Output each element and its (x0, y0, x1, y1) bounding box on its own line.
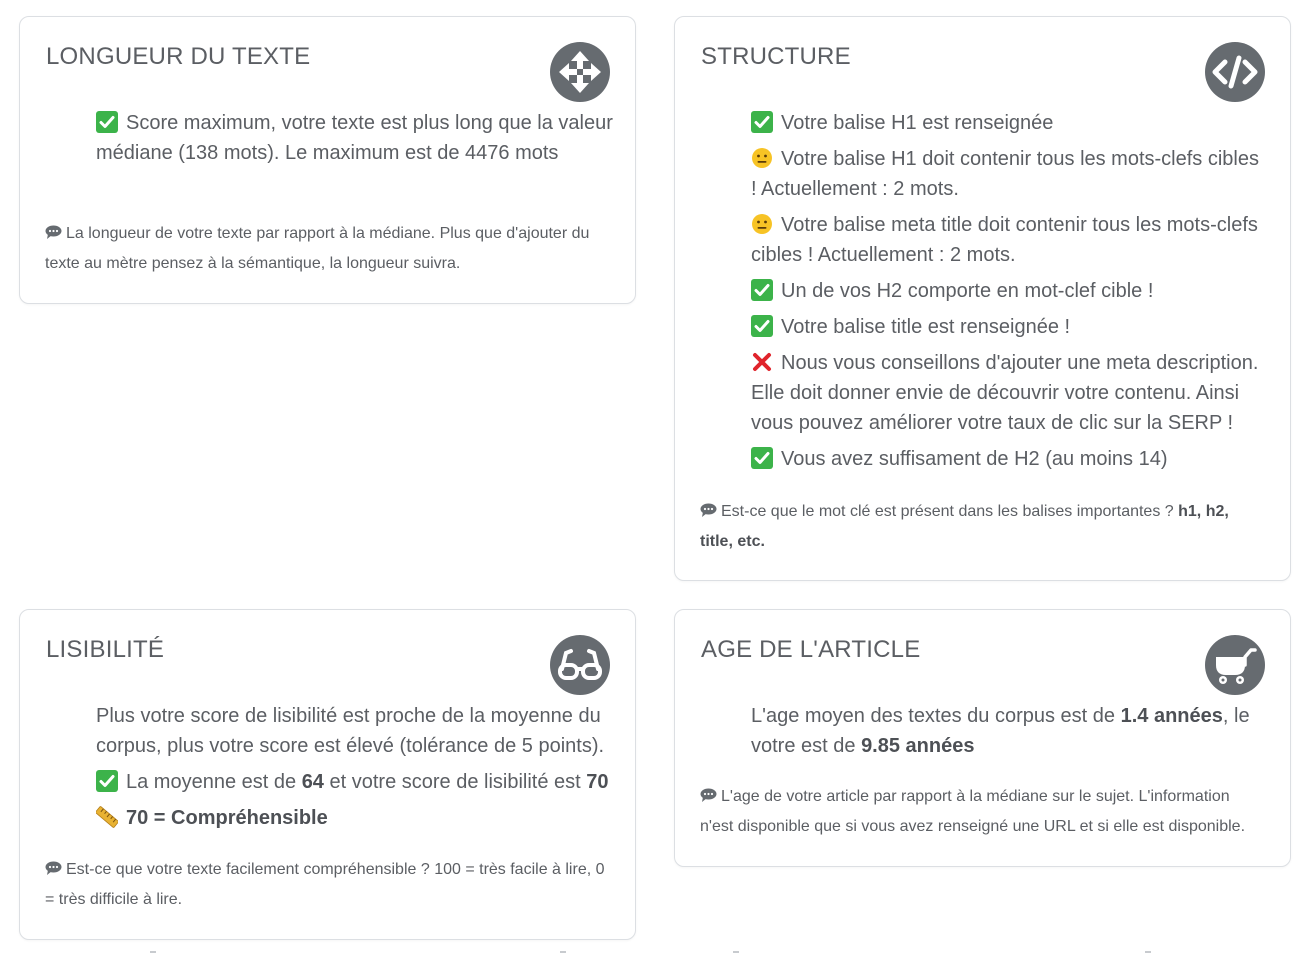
list-item (751, 701, 1270, 761)
divider (560, 951, 566, 953)
age-middle: , le votre est de (751, 705, 1250, 757)
readability-intro: Plus votre score de lisibilité est proche de la moyenne du corpus, plus votre score est élevé (tolérance de 5 points). (96, 705, 605, 757)
card-note (45, 219, 607, 279)
list-item (96, 108, 615, 168)
item-text: Score maximum, votre texte est plus long que la valeur médiane (138 mots). Le maximum est de 4476 mots (96, 112, 613, 164)
check-icon (751, 279, 775, 301)
list-item (751, 444, 1270, 474)
neutral-face-icon (751, 147, 775, 169)
cross-icon (751, 351, 775, 373)
card-note (700, 497, 1262, 557)
list-item (751, 276, 1270, 306)
avg-prefix: La moyenne est de (126, 771, 302, 793)
note-bold: h1, h2, title, etc. (700, 503, 1229, 550)
check-icon (96, 770, 120, 792)
speech-bubble-icon (700, 503, 717, 517)
readability-level: 70 = Compréhensible (126, 807, 328, 829)
speech-bubble-icon (700, 788, 717, 802)
glasses-icon (550, 635, 610, 695)
speech-bubble-icon (45, 225, 62, 239)
neutral-face-icon (751, 213, 775, 235)
card-text-length (19, 16, 636, 304)
list-item (751, 348, 1270, 438)
card-readability (19, 609, 636, 940)
card-title: LONGUEUR DU TEXTE (46, 43, 311, 70)
baby-carriage-icon (1205, 635, 1265, 695)
note-text: Est-ce que le mot clé est présent dans les balises importantes ? (721, 503, 1179, 520)
code-icon (1205, 42, 1265, 102)
list-item (751, 108, 1270, 138)
item-text: Votre balise title est renseignée ! (781, 316, 1071, 338)
item-text: Un de vos H2 comporte en mot-clef cible ! (781, 280, 1154, 302)
check-icon (751, 315, 775, 337)
item-text: Nous vous conseillons d'ajouter une meta description. Elle doit donner envie de découvrir votre contenu. Ainsi vous pouvez améliorer votre taux de clic sur la SERP ! (751, 352, 1259, 434)
divider (150, 951, 156, 953)
card-note (700, 782, 1262, 842)
list-item (751, 144, 1270, 204)
divider (733, 951, 739, 953)
age-prefix: L'age moyen des textes du corpus est de (751, 705, 1121, 727)
card-title: STRUCTURE (701, 43, 851, 70)
check-icon (751, 447, 775, 469)
item-text: Votre balise H1 doit contenir tous les mots-clefs cibles ! Actuellement : 2 mots. (751, 148, 1259, 200)
arrows-move-icon (550, 42, 610, 102)
card-article-age (674, 609, 1291, 867)
list-item (96, 803, 615, 833)
card-note (45, 855, 607, 915)
speech-bubble-icon (45, 861, 62, 875)
score-value: 70 (586, 771, 609, 793)
card-title: AGE DE L'ARTICLE (701, 636, 921, 663)
avg-value: 64 (301, 771, 324, 793)
ruler-icon (96, 806, 120, 828)
item-text: Vous avez suffisament de H2 (au moins 14) (781, 448, 1168, 470)
card-structure (674, 16, 1291, 581)
note-text: L'age de votre article par rapport à la médiane sur le sujet. L'information n'est disponible que si vous avez renseigné une URL et si elle est disponible. (700, 788, 1246, 835)
list-item (751, 210, 1270, 270)
item-text: Votre balise H1 est renseignée (781, 112, 1054, 134)
list-item (751, 312, 1270, 342)
card-title: LISIBILITÉ (46, 636, 165, 663)
corpus-age: 1.4 années (1120, 705, 1223, 727)
divider (1145, 951, 1151, 953)
article-age: 9.85 années (861, 735, 975, 757)
check-icon (751, 111, 775, 133)
check-icon (96, 111, 120, 133)
note-text: Est-ce que votre texte facilement compréhensible ? 100 = très facile à lire, 0 = très difficile à lire. (45, 861, 605, 908)
item-text: Votre balise meta title doit contenir tous les mots-clefs cibles ! Actuellement : 2 mots. (751, 214, 1258, 266)
list-item (96, 767, 615, 797)
note-text: La longueur de votre texte par rapport à la médiane. Plus que d'ajouter du texte au mètre pensez à la sémantique, la longueur suivra. (45, 225, 590, 272)
avg-middle: et votre score de lisibilité est (323, 771, 587, 793)
